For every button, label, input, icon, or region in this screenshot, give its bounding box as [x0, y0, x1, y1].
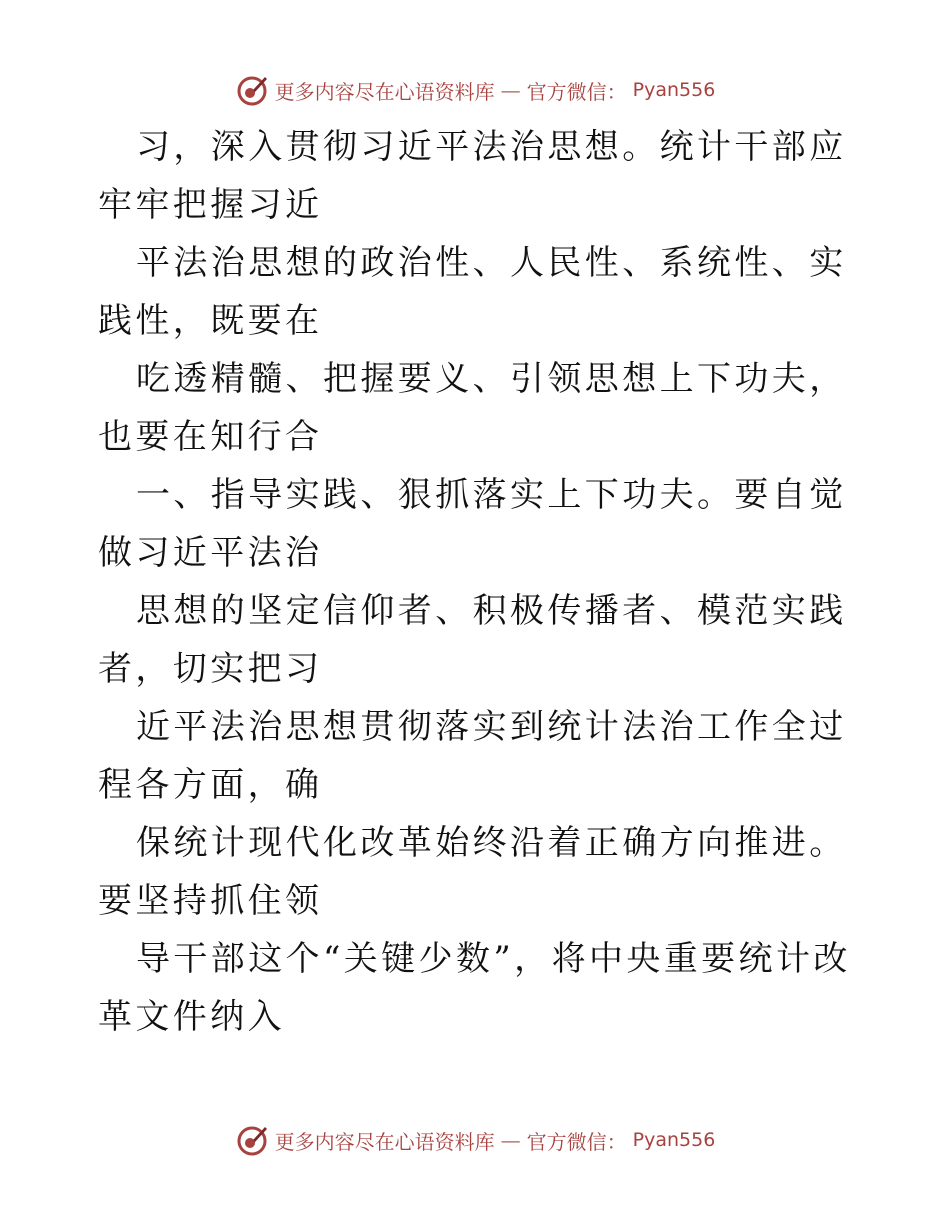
paragraph-4: 一、指导实践、狠抓落实上下功夫。要自觉做习近平法治 [98, 475, 847, 573]
paragraph-3: 吃透精髓、把握要义、引领思想上下功夫，也要在知行合 [98, 359, 847, 457]
paragraph-2: 平法治思想的政治性、人民性、系统性、实践性，既要在 [98, 243, 847, 341]
brush-logo-icon [235, 73, 269, 107]
paragraph-8: 导干部这个“关键少数”，将中央重要统计改革文件纳入 [98, 939, 851, 1037]
watermark-brand-text: 更多内容尽在心语资料库 [274, 79, 495, 104]
document-body [98, 118, 858, 1046]
watermark-wechat-id: Pyan556 [632, 79, 716, 101]
watermark-wechat-id: Pyan556 [632, 1129, 716, 1151]
paragraph-5: 思想的坚定信仰者、积极传播者、模范实践者，切实把习 [98, 591, 847, 689]
paragraph-7: 保统计现代化改革始终沿着正确方向推进。要坚持抓住领 [98, 823, 847, 921]
footer-watermark [0, 1120, 950, 1160]
paragraph-6: 近平法治思想贯彻落实到统计法治工作全过程各方面，确 [98, 707, 847, 805]
header-watermark [0, 70, 950, 110]
watermark-wechat-label: 官方微信： [526, 79, 627, 104]
watermark-wechat-label: 官方微信： [526, 1129, 627, 1154]
watermark-separator: — [500, 1128, 521, 1152]
brush-logo-icon [235, 1123, 269, 1157]
paragraph-1: 习，深入贯彻习近平法治思想。统计干部应牢牢把握习近 [98, 127, 847, 225]
watermark-separator: — [500, 78, 521, 102]
watermark-brand-text: 更多内容尽在心语资料库 [274, 1129, 495, 1154]
